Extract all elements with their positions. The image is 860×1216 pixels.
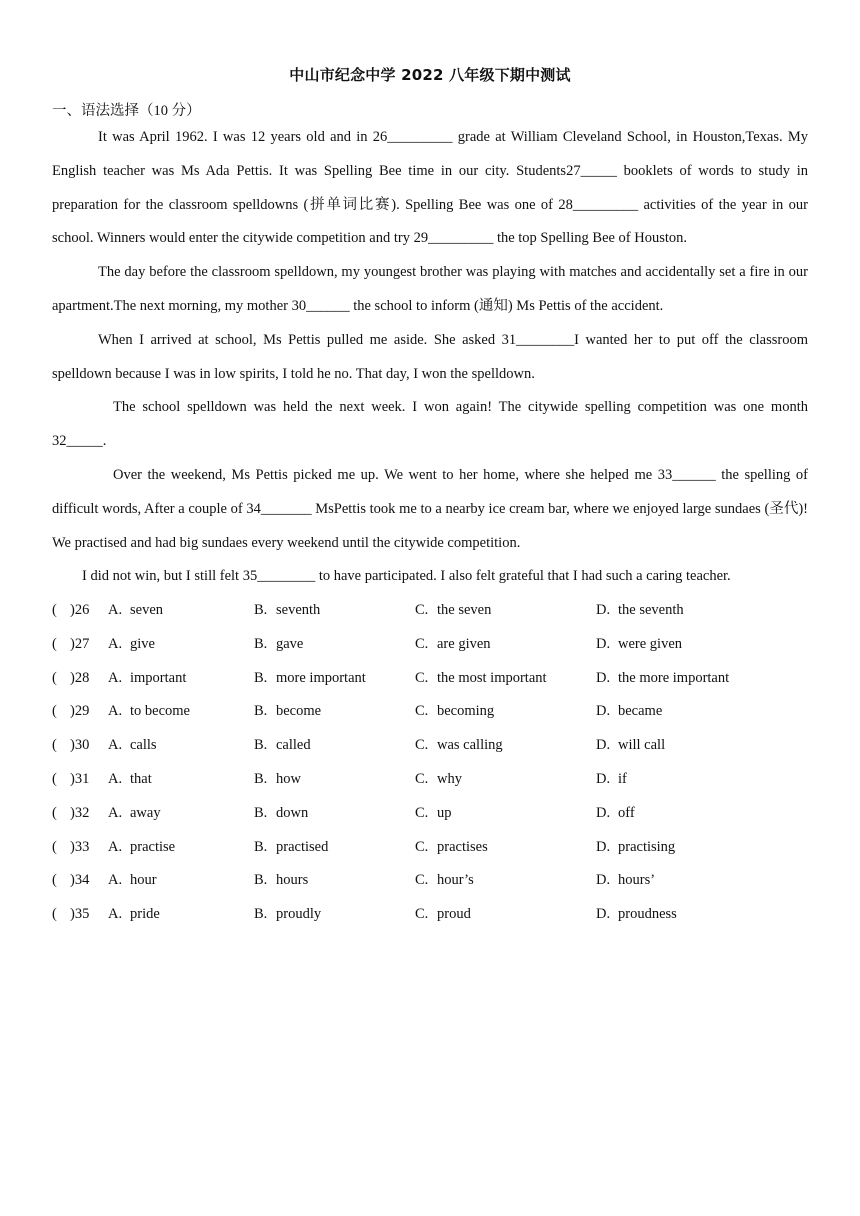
option-letter: B.	[254, 737, 268, 754]
option-letter: C.	[415, 703, 429, 720]
option-c	[415, 662, 547, 696]
option-b	[254, 864, 308, 898]
option-letter: D.	[596, 669, 611, 686]
option-b	[254, 763, 301, 797]
passage-paragraph-5: Over the weekend, Ms Pettis picked me up. We went to her home, where she helped me 33______ the spelling of difficult words, After a couple of 34_______ MsPettis took me to a nearby ice cream bar, where we enjoyed large sundaes (圣代)! We practised and had big sundaes every weekend until the citywide competition.	[52, 466, 808, 551]
option-text: the seventh	[618, 602, 684, 618]
option-text: the more important	[618, 669, 730, 686]
question-row	[52, 695, 808, 729]
option-d	[596, 831, 675, 865]
option-c	[415, 729, 503, 763]
option-d	[596, 763, 627, 797]
option-letter: D.	[596, 838, 611, 855]
answer-blank-paren[interactable]: (	[52, 635, 57, 652]
option-d	[596, 797, 635, 831]
option-text: the most important	[437, 669, 547, 686]
passage-paragraph-2: The day before the classroom spelldown, my youngest brother was playing with matches and accidentally set a fire in our apartment.The next morning, my mother 30______ the school to inform (通知) Ms Pettis of the accident.	[52, 264, 808, 314]
option-text: become	[276, 703, 322, 720]
question-number: )27	[70, 635, 90, 652]
answer-blank-paren[interactable]: (	[52, 872, 57, 889]
option-letter: D.	[596, 770, 611, 787]
option-text: practises	[437, 838, 488, 855]
section-heading: 一、语法选择（10 分）	[52, 103, 201, 119]
answer-blank-paren[interactable]: (	[52, 602, 57, 618]
option-letter: C.	[415, 906, 429, 923]
option-letter: B.	[254, 770, 268, 787]
answer-blank-paren[interactable]: (	[52, 703, 57, 720]
question-row	[52, 729, 808, 763]
option-b	[254, 594, 320, 628]
question-number: )26	[70, 602, 90, 618]
option-text: the seven	[437, 602, 492, 618]
option-b	[254, 898, 321, 932]
option-text: was calling	[437, 737, 503, 754]
option-b	[254, 729, 311, 763]
option-letter: A.	[108, 703, 123, 720]
option-text: down	[276, 804, 309, 821]
option-text: pride	[130, 906, 160, 923]
answer-blank-paren[interactable]: (	[52, 737, 57, 754]
question-number: )32	[70, 804, 90, 821]
option-a	[108, 729, 157, 763]
option-b	[254, 695, 321, 729]
option-d	[596, 662, 729, 696]
option-letter: A.	[108, 635, 123, 652]
option-letter: B.	[254, 703, 268, 720]
question-row	[52, 898, 808, 932]
option-d	[596, 864, 655, 898]
option-letter: C.	[415, 770, 429, 787]
option-letter: B.	[254, 635, 268, 652]
option-d	[596, 628, 682, 662]
option-letter: C.	[415, 602, 429, 618]
question-number: )30	[70, 737, 90, 754]
option-letter: C.	[415, 804, 429, 821]
option-letter: D.	[596, 602, 611, 618]
option-letter: B.	[254, 906, 268, 923]
option-text: up	[437, 804, 452, 821]
question-number: )29	[70, 703, 90, 720]
page-title: 中山市纪念中学 2022 八年级下期中测试	[289, 66, 571, 84]
option-a	[108, 864, 157, 898]
option-letter: A.	[108, 906, 123, 923]
option-text: became	[618, 703, 663, 720]
option-letter: A.	[108, 602, 123, 618]
option-text: important	[130, 669, 187, 686]
option-letter: B.	[254, 669, 268, 686]
option-text: practise	[130, 838, 176, 855]
option-text: hours	[276, 872, 309, 889]
question-row	[52, 628, 808, 662]
option-text: away	[130, 804, 161, 821]
question-number: )31	[70, 770, 90, 787]
option-text: calls	[130, 737, 157, 754]
option-text: how	[276, 770, 301, 787]
option-text: seven	[130, 602, 164, 618]
option-letter: B.	[254, 872, 268, 889]
option-letter: B.	[254, 838, 268, 855]
option-text: becoming	[437, 703, 495, 720]
question-row	[52, 594, 808, 628]
answer-blank-paren[interactable]: (	[52, 669, 57, 686]
option-letter: C.	[415, 872, 429, 889]
option-d	[596, 695, 662, 729]
option-text: will call	[618, 737, 666, 754]
option-text: hours’	[618, 872, 656, 889]
option-a	[108, 695, 190, 729]
option-letter: D.	[596, 804, 611, 821]
question-number: )33	[70, 838, 90, 855]
option-letter: D.	[596, 906, 611, 923]
option-letter: A.	[108, 804, 123, 821]
option-letter: C.	[415, 635, 429, 652]
passage-paragraph-3: When I arrived at school, Ms Pettis pulled me aside. She asked 31________I wanted her to put off the classroom spelldown because I was in low spirits, I told he no. That day, I won the spelldown.	[52, 331, 808, 382]
option-a	[108, 662, 186, 696]
option-text: why	[437, 770, 462, 787]
option-text: proud	[437, 906, 471, 923]
option-letter: A.	[108, 838, 123, 855]
option-text: gave	[276, 635, 304, 652]
option-c	[415, 594, 491, 628]
option-c	[415, 864, 474, 898]
option-d	[596, 729, 665, 763]
answer-blank-paren[interactable]: (	[52, 838, 57, 855]
passage-paragraph-4: The school spelldown was held the next week. I won again! The citywide spelling competition was one month 32_____.	[52, 399, 808, 450]
option-letter: A.	[108, 669, 123, 686]
option-text: are given	[437, 635, 491, 652]
passage-paragraph-6: I did not win, but I still felt 35________ to have participated. I also felt grateful that I had such a caring teacher.	[82, 568, 731, 585]
option-letter: C.	[415, 838, 429, 855]
option-text: proudness	[618, 906, 677, 923]
option-text: give	[130, 635, 155, 652]
option-text: proudly	[276, 906, 322, 923]
option-a	[108, 763, 152, 797]
option-c	[415, 831, 488, 865]
option-c	[415, 763, 462, 797]
option-c	[415, 898, 471, 932]
option-a	[108, 898, 160, 932]
question-row	[52, 797, 808, 831]
option-letter: D.	[596, 872, 611, 889]
question-number: )34	[70, 872, 90, 889]
option-letter: D.	[596, 737, 611, 754]
passage-paragraph-1: It was April 1962. I was 12 years old and in 26_________ grade at William Cleveland School, in Houston,Texas. My English teacher was Ms Ada Pettis. It was Spelling Bee time in our city. Students27_____ booklets of words to study in preparation for the classroom spelldowns (拼单词比赛). Spelling Bee was one of 28_________ activities of the year in our school. Winners would enter the citywide competition and try 29_________ the top Spelling Bee of Houston.	[52, 129, 808, 247]
question-number: )35	[70, 906, 90, 923]
option-text: practised	[276, 838, 329, 855]
question-number: )28	[70, 669, 90, 686]
reading-passage	[52, 121, 808, 594]
option-a	[108, 831, 175, 865]
option-text: hour	[130, 872, 157, 889]
option-text: if	[618, 770, 627, 787]
option-letter: D.	[596, 703, 611, 720]
option-text: seventh	[276, 602, 321, 618]
option-letter: B.	[254, 602, 268, 618]
option-a	[108, 594, 163, 628]
option-text: called	[276, 737, 311, 754]
option-letter: D.	[596, 635, 611, 652]
option-c	[415, 695, 494, 729]
question-row	[52, 763, 808, 797]
option-letter: C.	[415, 737, 429, 754]
option-letter: C.	[415, 669, 429, 686]
option-text: that	[130, 770, 152, 787]
option-a	[108, 797, 161, 831]
answer-blank-paren[interactable]: (	[52, 770, 57, 787]
option-text: practising	[618, 838, 676, 855]
option-c	[415, 628, 491, 662]
question-row	[52, 662, 808, 696]
question-row	[52, 831, 808, 865]
option-text: more important	[276, 669, 366, 686]
option-letter: B.	[254, 804, 268, 821]
option-letter: A.	[108, 737, 123, 754]
answer-blank-paren[interactable]: (	[52, 804, 57, 821]
option-b	[254, 628, 303, 662]
option-b	[254, 831, 328, 865]
option-letter: A.	[108, 770, 123, 787]
option-d	[596, 898, 677, 932]
option-text: were given	[618, 635, 683, 652]
option-text: hour’s	[437, 872, 474, 889]
option-c	[415, 797, 452, 831]
option-b	[254, 797, 308, 831]
option-letter: A.	[108, 872, 123, 889]
option-d	[596, 594, 684, 628]
options-list	[52, 594, 808, 932]
question-row	[52, 864, 808, 898]
option-b	[254, 662, 366, 696]
option-text: off	[618, 804, 635, 821]
option-a	[108, 628, 155, 662]
option-text: to become	[130, 703, 190, 720]
answer-blank-paren[interactable]: (	[52, 906, 57, 923]
